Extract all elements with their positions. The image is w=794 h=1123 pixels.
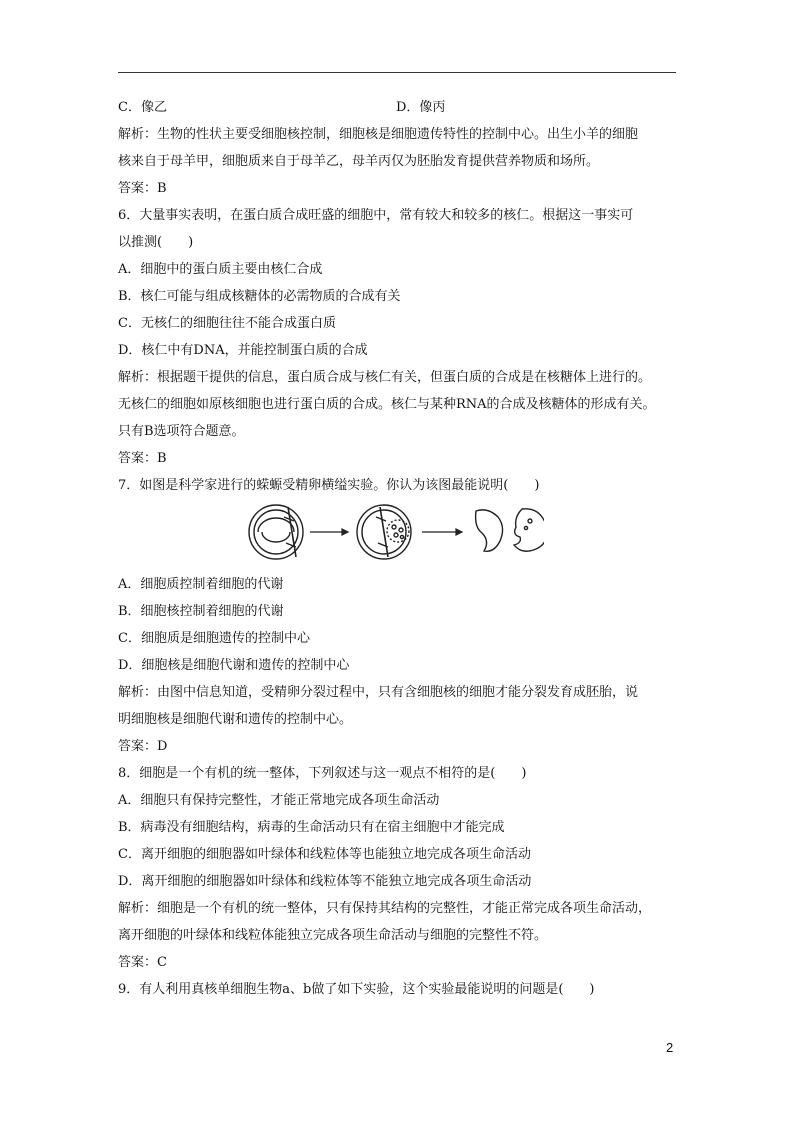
q7-answer: 答案：D: [118, 739, 168, 754]
egg-stage-2: [357, 505, 411, 559]
q6-analysis-line-1: 解析：根据题干提供的信息，蛋白质合成与核仁有关，但蛋白质的合成是在核糖体上进行的。: [118, 370, 652, 385]
q7-stem: 7．如图是科学家进行的蝾螈受精卵横缢实验。你认为该图最能说明( ): [118, 478, 540, 493]
q6-answer: 答案：B: [118, 451, 167, 466]
arrow-1: [310, 529, 348, 535]
q6-option-b: B．核仁可能与组成核糖体的必需物质的合成有关: [118, 289, 401, 304]
q6-option-d: D．核仁中有DNA，并能控制蛋白质的合成: [118, 343, 368, 358]
q5-option-d: D．像丙: [396, 100, 446, 115]
q6-analysis-line-2: 无核仁的细胞如原核细胞也进行蛋白质的合成。核仁与某种RNA的合成及核糖体的形成有关。: [118, 397, 656, 412]
q6-stem-line-1: 6．大量事实表明，在蛋白质合成旺盛的细胞中，常有较大和较多的核仁。根据这一事实可: [118, 208, 634, 223]
q5-answer: 答案：B: [118, 181, 167, 196]
q8-answer: 答案：C: [118, 955, 167, 970]
q8-option-a: A．细胞只有保持完整性，才能正常地完成各项生命活动: [118, 793, 440, 808]
q7-option-d: D．细胞核是细胞代谢和遗传的控制中心: [118, 658, 350, 673]
q6-option-a: A．细胞中的蛋白质主要由核仁合成: [118, 262, 323, 277]
q6-option-c: C．无核仁的细胞往往不能合成蛋白质: [118, 316, 336, 331]
arrow-2: [422, 529, 462, 535]
egg-stage-3: [476, 509, 544, 551]
q5-analysis-line-2: 核来自于母羊甲，细胞质来自于母羊乙，母羊丙仅为胚胎发育提供营养物质和场所。: [118, 154, 600, 169]
ligation-diagram: [244, 501, 544, 563]
q8-stem: 8．细胞是一个有机的统一整体，下列叙述与这一观点不相符的是( ): [118, 766, 527, 781]
q8-option-c: C．离开细胞的细胞器如叶绿体和线粒体等也能独立地完成各项生命活动: [118, 847, 531, 862]
newt-egg-ligation-figure: [118, 501, 680, 567]
document-body: [118, 94, 680, 1003]
q7-analysis-line-1: 解析：由图中信息知道，受精卵分裂过程中，只有含细胞核的细胞才能分裂发育成胚胎，说: [118, 685, 639, 700]
q5-option-c: C．像乙: [118, 100, 167, 115]
q6-analysis-line-3: 只有B选项符合题意。: [118, 424, 245, 439]
q9-stem: 9．有人利用真核单细胞生物a、b做了如下实验，这个实验最能说明的问题是( ): [118, 982, 595, 997]
q7-option-a: A．细胞质控制着细胞的代谢: [118, 577, 284, 592]
q6-stem-line-2: 以推测( ): [118, 235, 194, 250]
header-rule: [118, 72, 676, 73]
page-number: 2: [666, 1040, 674, 1055]
q8-analysis-line-1: 解析：细胞是一个有机的统一整体，只有保持其结构的完整性，才能正常完成各项生命活动，: [118, 901, 652, 916]
q5-options-row: [118, 94, 680, 121]
q7-analysis-line-2: 明细胞核是细胞代谢和遗传的控制中心。: [118, 712, 353, 727]
egg-stage-1: [249, 505, 303, 559]
q8-option-d: D．离开细胞的细胞器如叶绿体和线粒体等不能独立地完成各项生命活动: [118, 874, 532, 889]
q5-analysis-line-1: 解析：生物的性状主要受细胞核控制，细胞核是细胞遗传特性的控制中心。出生小羊的细胞: [118, 127, 639, 142]
q8-analysis-line-2: 离开细胞的叶绿体和线粒体能独立完成各项生命活动与细胞的完整性不符。: [118, 928, 548, 943]
q7-option-c: C．细胞质是细胞遗传的控制中心: [118, 631, 310, 646]
q7-option-b: B．细胞核控制着细胞的代谢: [118, 604, 284, 619]
q8-option-b: B．病毒没有细胞结构，病毒的生命活动只有在宿主细胞中才能完成: [118, 820, 505, 835]
